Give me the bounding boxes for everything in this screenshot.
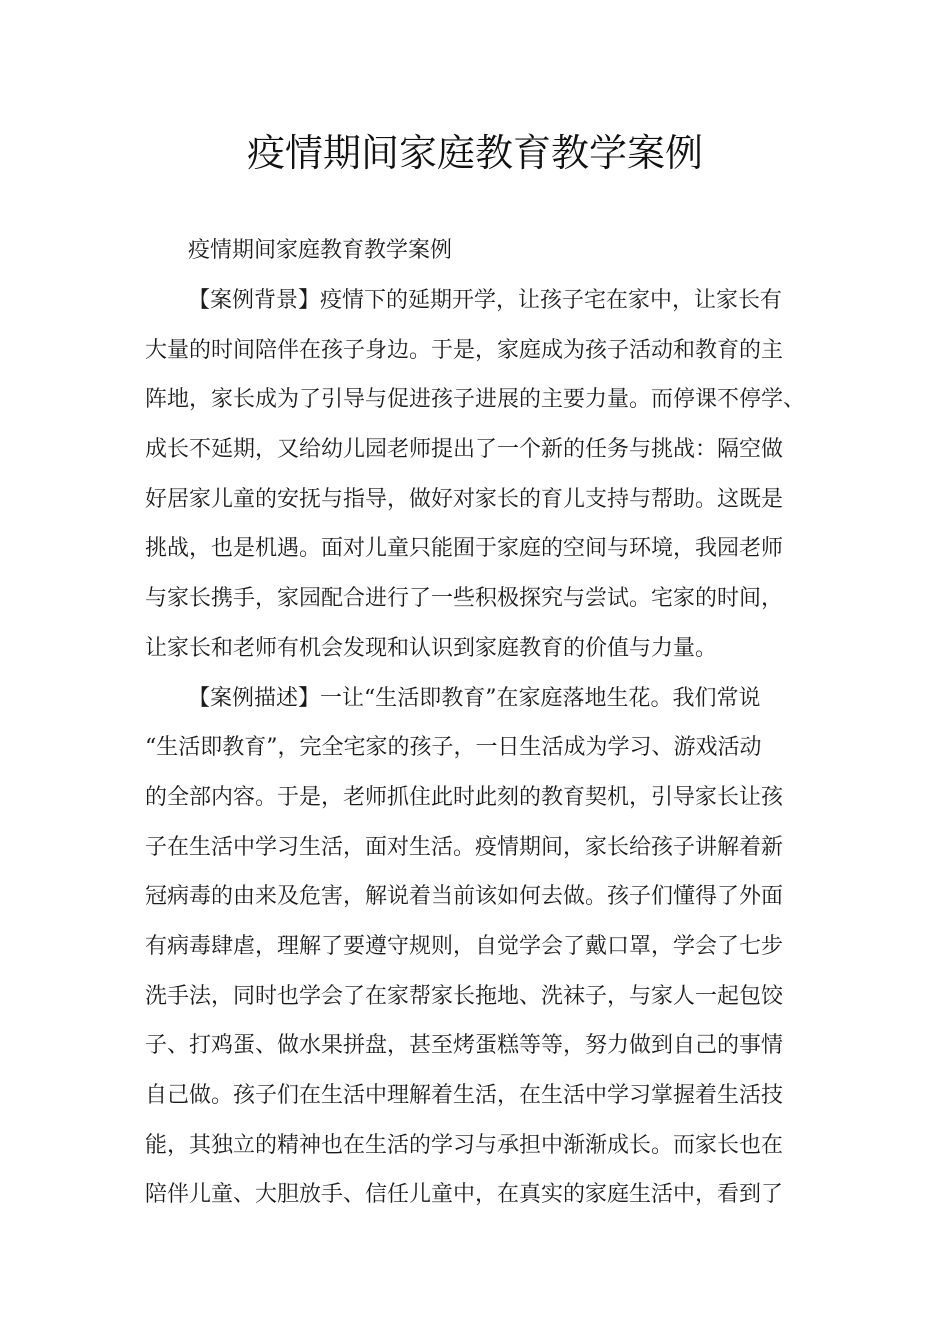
paragraph-line: 好居家儿童的安抚与指导，做好对家长的育儿支持与帮助。这既是 — [145, 487, 784, 512]
paragraph-line: 子在生活中学习生活，面对生活。疫情期间，家长给孩子讲解着新 — [145, 835, 784, 860]
paragraph-line: 子、打鸡蛋、做水果拼盘，甚至烤蛋糕等等，努力做到自己的事情 — [145, 1033, 784, 1058]
subtitle-line: 疫情期间家庭教育教学案例 — [188, 238, 453, 263]
paragraph-line: 【案例描述】一让“生活即教育”在家庭落地生花。我们常说 — [188, 686, 761, 711]
paragraph-line: 洗手法，同时也学会了在家帮家长拖地、洗袜子，与家人一起包饺 — [145, 984, 784, 1009]
paragraph-line: 陪伴儿童、大胆放手、信任儿童中，在真实的家庭生活中，看到了 — [145, 1182, 784, 1207]
paragraph-line: 大量的时间陪伴在孩子身边。于是，家庭成为孩子活动和教育的主 — [145, 338, 784, 363]
paragraph-line: 有病毒肆虐，理解了要遵守规则，自觉学会了戴口罩，学会了七步 — [145, 934, 784, 959]
paragraph-line: 挑战，也是机遇。面对儿童只能囿于家庭的空间与环境，我园老师 — [145, 536, 784, 561]
paragraph-line: 自己做。孩子们在生活中理解着生活，在生活中学习掌握着生活技 — [145, 1083, 784, 1108]
paragraph-line: 让家长和老师有机会发现和认识到家庭教育的价值与力量。 — [145, 636, 718, 661]
document-title: 疫情期间家庭教育教学案例 — [246, 131, 703, 175]
paragraph-line: 成长不延期，又给幼儿园老师提出了一个新的任务与挑战：隔空做 — [145, 437, 784, 462]
paragraph-line: 冠病毒的由来及危害，解说着当前该如何去做。孩子们懂得了外面 — [145, 884, 784, 909]
paragraph-line: 的全部内容。于是，老师抓住此时此刻的教育契机，引导家长让孩 — [145, 785, 784, 810]
paragraph-line: 阵地，家长成为了引导与促进孩子进展的主要力量。而停课不停学、 — [145, 387, 806, 412]
paragraph-line: 【案例背景】疫情下的延期开学，让孩子宅在家中，让家长有 — [188, 288, 783, 313]
paragraph-line: 能，其独立的精神也在生活的学习与承担中渐渐成长。而家长也在 — [145, 1133, 784, 1158]
paragraph-line: 与家长携手，家园配合进行了一些积极探究与尝试。宅家的时间， — [145, 586, 784, 611]
paragraph-line: “生活即教育”，完全宅家的孩子，一日生活成为学习、游戏活动 — [145, 735, 762, 760]
